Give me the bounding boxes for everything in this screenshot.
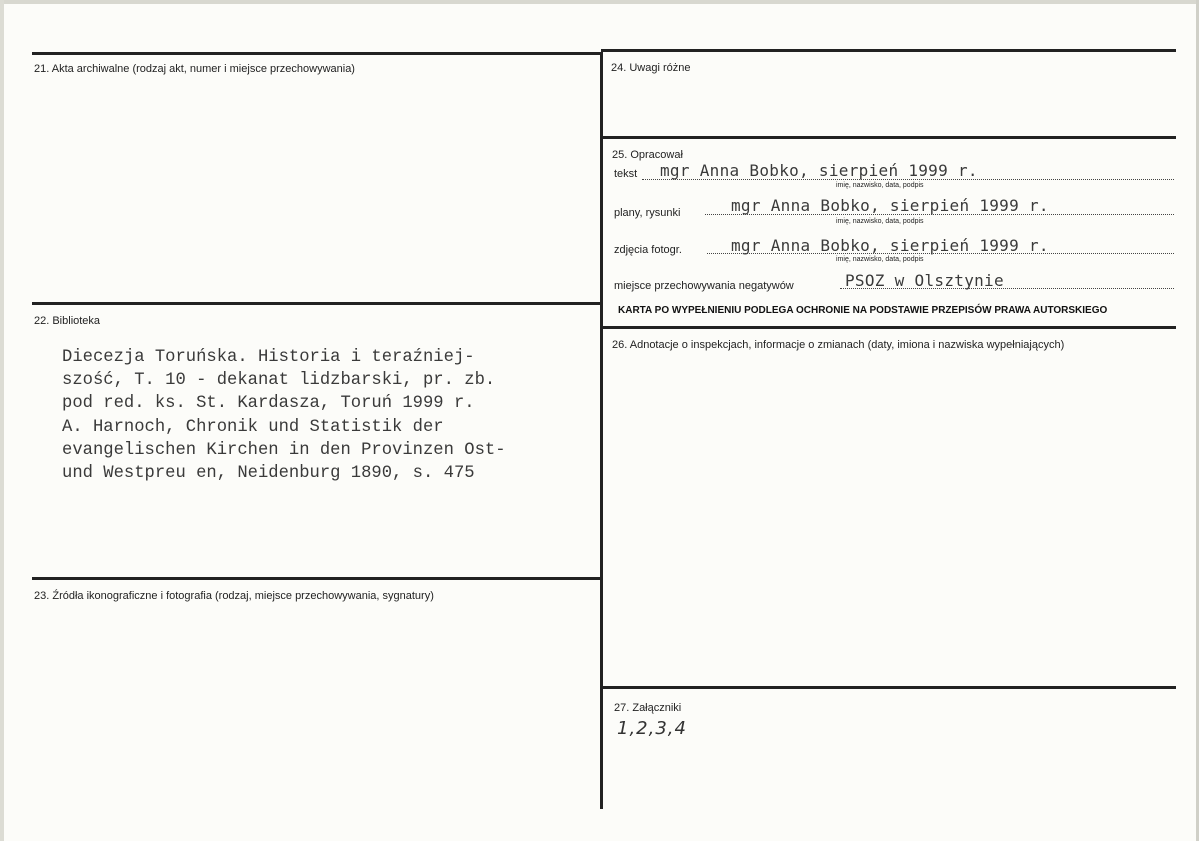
biblio-line: evangelischen Kirchen in den Provinzen Ost- — [62, 440, 506, 460]
section-21-label: 21. Akta archiwalne (rodzaj akt, numer i miejsce przechowywania) — [34, 63, 355, 75]
biblio-line: szość, T. 10 - dekanat lidzbarski, pr. zb. — [62, 371, 496, 391]
zdjecia-label: zdjęcia fotogr. — [614, 244, 682, 256]
section-22-label: 22. Biblioteka — [34, 315, 101, 327]
attachments-value: 1,2,3,4 — [617, 718, 687, 739]
rule-25-top — [601, 136, 1176, 139]
tekst-value: mgr Anna Bobko, sierpień 1999 r. — [660, 161, 978, 180]
tekst-label: tekst — [614, 168, 638, 180]
plany-label: plany, rysunki — [614, 207, 681, 219]
plany-value: mgr Anna Bobko, sierpień 1999 r. — [731, 196, 1049, 215]
zdjecia-value: mgr Anna Bobko, sierpień 1999 r. — [731, 236, 1049, 255]
rule-top-right — [601, 49, 1176, 52]
zdjecia-caption: imię, nazwisko, data, podpis — [836, 256, 924, 263]
section-23-label: 23. Źródła ikonograficzne i fotografia (rodzaj, miejsce przechowywania, sygnatury) — [34, 590, 434, 602]
biblio-line: A. Harnoch, Chronik und Statistik der — [62, 417, 444, 437]
tekst-caption: imię, nazwisko, data, podpis — [836, 182, 924, 189]
rule-22-top — [32, 302, 602, 305]
biblio-line: und Westpreu en, Neidenburg 1890, s. 475 — [62, 464, 475, 484]
copyright-notice: KARTA PO WYPEŁNIENIU PODLEGA OCHRONIE NA PODSTAWIE PRZEPISÓW PRAWA AUTORSKIEGO — [618, 305, 1108, 316]
section-26-label: 26. Adnotacje o inspekcjach, informacje o zmianach (daty, imiona i nazwiska wypełniających) — [612, 339, 1065, 351]
section-25-label: 25. Opracował — [612, 149, 683, 161]
rule-27-top — [601, 686, 1176, 689]
rule-center-vertical — [600, 52, 603, 809]
rule-top-left — [32, 52, 602, 55]
plany-caption: imię, nazwisko, data, podpis — [836, 218, 924, 225]
card-left-edge — [0, 0, 4, 841]
section-27-label: 27. Załączniki — [614, 702, 682, 714]
negatywy-label: miejsce przechowywania negatywów — [614, 280, 794, 292]
card-top-edge — [0, 0, 1199, 4]
bibliography-text — [62, 346, 506, 485]
negatywy-value: PSOZ w Olsztynie — [845, 271, 1004, 290]
biblio-line: pod red. ks. St. Kardasza, Toruń 1999 r. — [62, 394, 475, 414]
rule-26-top — [601, 326, 1176, 329]
rule-23-top — [32, 577, 602, 580]
section-24-label: 24. Uwagi różne — [611, 62, 691, 74]
biblio-line: Diecezja Toruńska. Historia i teraźniej- — [62, 348, 475, 367]
